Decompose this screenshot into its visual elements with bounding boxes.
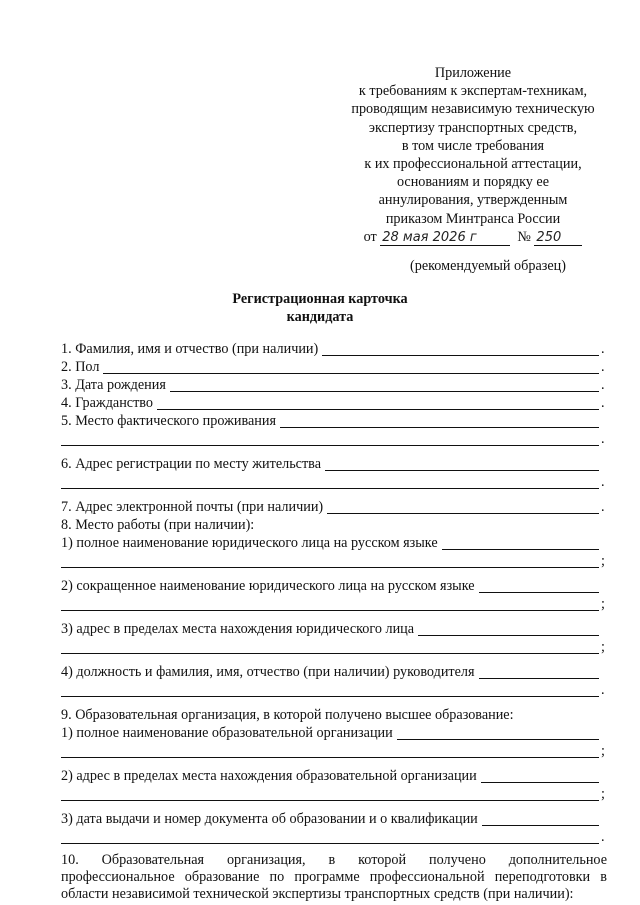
org-full-name-input-line[interactable] xyxy=(442,536,599,550)
handwritten-date: 28 мая 2026 г xyxy=(380,230,510,246)
line-end-punct: ; xyxy=(601,553,605,569)
line-end-punct: . xyxy=(601,377,605,393)
line-end-punct: ; xyxy=(601,743,605,759)
field-org-full-name xyxy=(61,534,607,552)
field-registration-address xyxy=(61,455,607,473)
order-date-line xyxy=(330,228,616,246)
appendix-line: проводящим независимую техническую xyxy=(351,101,595,118)
org-short-name-input-line[interactable] xyxy=(479,579,599,593)
org-address-input-line-2[interactable] xyxy=(61,640,599,654)
handwritten-number: 250 xyxy=(534,230,582,246)
registration-address-input-line[interactable] xyxy=(325,457,599,471)
number-prefix: № xyxy=(517,228,531,245)
field-label: 3. Дата рождения xyxy=(61,377,166,393)
field-additional-education: 10. Образовательная организация, в которой получено дополнительное профессиональное образование по программе профессиональной переподготовки в области независимой технической экспертизы транспортных средств (при наличии): xyxy=(61,852,607,902)
field-gender xyxy=(61,358,607,376)
edu-address-input-line-2[interactable] xyxy=(61,787,599,801)
title-line-1: Регистрационная карточка xyxy=(232,291,408,307)
field-director xyxy=(61,663,607,681)
field-director-cont xyxy=(61,681,607,699)
field-citizenship xyxy=(61,394,607,412)
line-end-punct: . xyxy=(601,395,605,411)
field-label: 1) полное наименование юридического лица на русском языке xyxy=(61,535,438,551)
field-label: 4) должность и фамилия, имя, отчество (при наличии) руководителя xyxy=(61,664,475,680)
field-full-name xyxy=(61,340,607,358)
field-label: 6. Адрес регистрации по месту жительства xyxy=(61,456,321,472)
residence-input-line[interactable] xyxy=(280,414,599,428)
line-end-punct: . xyxy=(601,829,605,845)
field-registration-address-cont xyxy=(61,473,607,491)
field-label: 1. Фамилия, имя и отчество (при наличии) xyxy=(61,341,319,357)
field-birth-date xyxy=(61,376,607,394)
line-end-punct: . xyxy=(601,499,605,515)
field-edu-address xyxy=(61,767,607,785)
line-end-punct: . xyxy=(601,341,605,357)
field-label: 3) адрес в пределах места нахождения юридического лица xyxy=(61,621,415,637)
date-prefix: от xyxy=(363,228,377,245)
appendix-line: к их профессиональной аттестации, xyxy=(364,156,582,173)
registration-address-input-line-2[interactable] xyxy=(61,475,599,489)
field-label: 2. Пол xyxy=(61,359,100,375)
org-short-name-input-line-2[interactable] xyxy=(61,597,599,611)
line-end-punct: . xyxy=(601,359,605,375)
field-edu-address-cont xyxy=(61,785,607,803)
appendix-line: Приложение xyxy=(434,65,512,81)
appendix-line: основаниям и порядку ее xyxy=(396,174,550,191)
field-org-full-name-cont xyxy=(61,552,607,570)
appendix-line: приказом Минтранса России xyxy=(385,210,561,227)
line-end-punct: . xyxy=(601,474,605,490)
field-residence xyxy=(61,412,607,430)
field-org-address-cont xyxy=(61,638,607,656)
field-org-address xyxy=(61,620,607,638)
line-end-punct: ; xyxy=(601,639,605,655)
registration-form xyxy=(61,340,607,903)
field-label: 4. Гражданство xyxy=(61,395,153,411)
line-end-punct: ; xyxy=(601,596,605,612)
field-education-header: 9. Образовательная организация, в которой получено высшее образование: xyxy=(61,707,514,723)
field-edu-document-cont xyxy=(61,828,607,846)
citizenship-input-line[interactable] xyxy=(157,396,599,410)
field-label: 7. Адрес электронной почты (при наличии) xyxy=(61,499,324,515)
edu-full-name-input-line[interactable] xyxy=(397,726,599,740)
line-end-punct: ; xyxy=(601,786,605,802)
full-name-input-line[interactable] xyxy=(322,342,599,356)
director-input-line-2[interactable] xyxy=(61,683,599,697)
line-end-punct: . xyxy=(601,431,605,447)
appendix-line: аннулирования, утвержденным xyxy=(378,192,568,209)
org-full-name-input-line-2[interactable] xyxy=(61,554,599,568)
field-edu-document xyxy=(61,810,607,828)
document-title xyxy=(150,290,490,326)
field-residence-cont xyxy=(61,430,607,448)
edu-full-name-input-line-2[interactable] xyxy=(61,744,599,758)
field-label: 5. Место фактического проживания xyxy=(61,413,277,429)
edu-document-input-line-2[interactable] xyxy=(61,830,599,844)
appendix-line: экспертизу транспортных средств, xyxy=(368,119,578,136)
director-input-line[interactable] xyxy=(479,665,599,679)
field-label: 3) дата выдачи и номер документа об образовании и о квалификации xyxy=(61,811,478,827)
field-org-short-name-cont xyxy=(61,595,607,613)
appendix-line: к требованиям к экспертам-техникам, xyxy=(358,83,588,100)
appendix-header xyxy=(330,64,616,246)
field-edu-full-name xyxy=(61,724,607,742)
sample-note: (рекомендуемый образец) xyxy=(410,258,566,274)
field-edu-full-name-cont xyxy=(61,742,607,760)
title-line-2: кандидата xyxy=(286,309,354,325)
line-end-punct: . xyxy=(601,682,605,698)
field-org-short-name xyxy=(61,577,607,595)
edu-address-input-line[interactable] xyxy=(481,769,599,783)
field-label: 1) полное наименование образовательной организации xyxy=(61,725,393,741)
field-email xyxy=(61,498,607,516)
birth-date-input-line[interactable] xyxy=(170,378,599,392)
edu-document-input-line[interactable] xyxy=(482,812,599,826)
field-label: 2) адрес в пределах места нахождения образовательной организации xyxy=(61,768,477,784)
email-input-line[interactable] xyxy=(327,500,599,514)
gender-input-line[interactable] xyxy=(103,360,599,374)
residence-input-line-2[interactable] xyxy=(61,432,599,446)
field-workplace-header: 8. Место работы (при наличии): xyxy=(61,517,255,533)
field-label: 2) сокращенное наименование юридического лица на русском языке xyxy=(61,578,475,594)
org-address-input-line[interactable] xyxy=(418,622,599,636)
appendix-line: в том числе требования xyxy=(401,137,545,154)
